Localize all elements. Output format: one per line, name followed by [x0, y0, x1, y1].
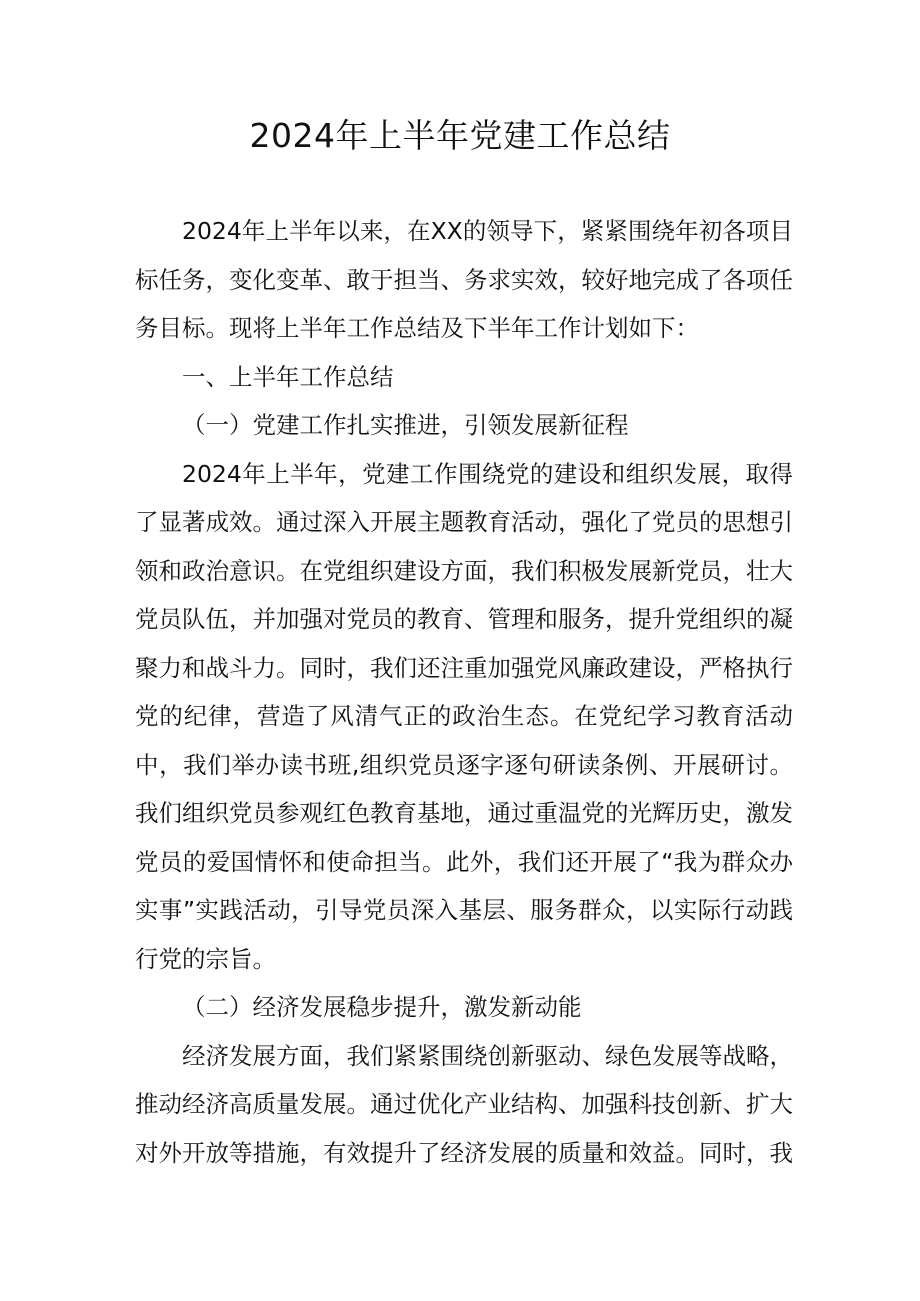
section-heading-1: 一、上半年工作总结: [182, 362, 394, 391]
intro-paragraph: 2024年上半年以来，在XX的领导下，紧紧围绕年初各项目标任务，变化变革、敢于担当、务求实效，较好地完成了各项任务目标。现将上半年工作总结及下半年工作计划如下：: [135, 217, 793, 342]
document-title: 2024年上半年党建工作总结: [249, 116, 671, 155]
subsection-heading-2: （二）经济发展稳步提升，激发新动能: [182, 993, 582, 1021]
party-building-paragraph: 2024年上半年，党建工作围绕党的建设和组织发展，取得了显著成效。通过深入开展主题教育活动，强化了党员的思想引领和政治意识。在党组织建设方面，我们积极发展新党员，壮大党员队伍，并加强对党员的教育、管理和服务，提升党组织的凝聚力和战斗力。同时，我们还注重加强党风廉政建设，严格执行党的纪律，营造了风清气正的政治生态。在党纪学习教育活动中，我们举办读书班,组织党员逐字逐句研读条例、开展研讨。我们组织党员参观红色教育基地，通过重温党的光辉历史，激发党员的爱国情怀和使命担当。此外，我们还开展了“我为群众办实事”实践活动，引导党员深入基层、服务群众，以实际行动践行党的宗旨。: [135, 459, 793, 973]
document-body: [135, 207, 793, 1177]
economic-development-paragraph: 经济发展方面，我们紧紧围绕创新驱动、绿色发展等战略，推动经济高质量发展。通过优化产业结构、加强科技创新、扩大对外开放等措施，有效提升了经济发展的质量和效益。同时，我: [135, 1041, 793, 1167]
subsection-heading-1: （一）党建工作扎实推进，引领发展新征程: [182, 411, 629, 439]
